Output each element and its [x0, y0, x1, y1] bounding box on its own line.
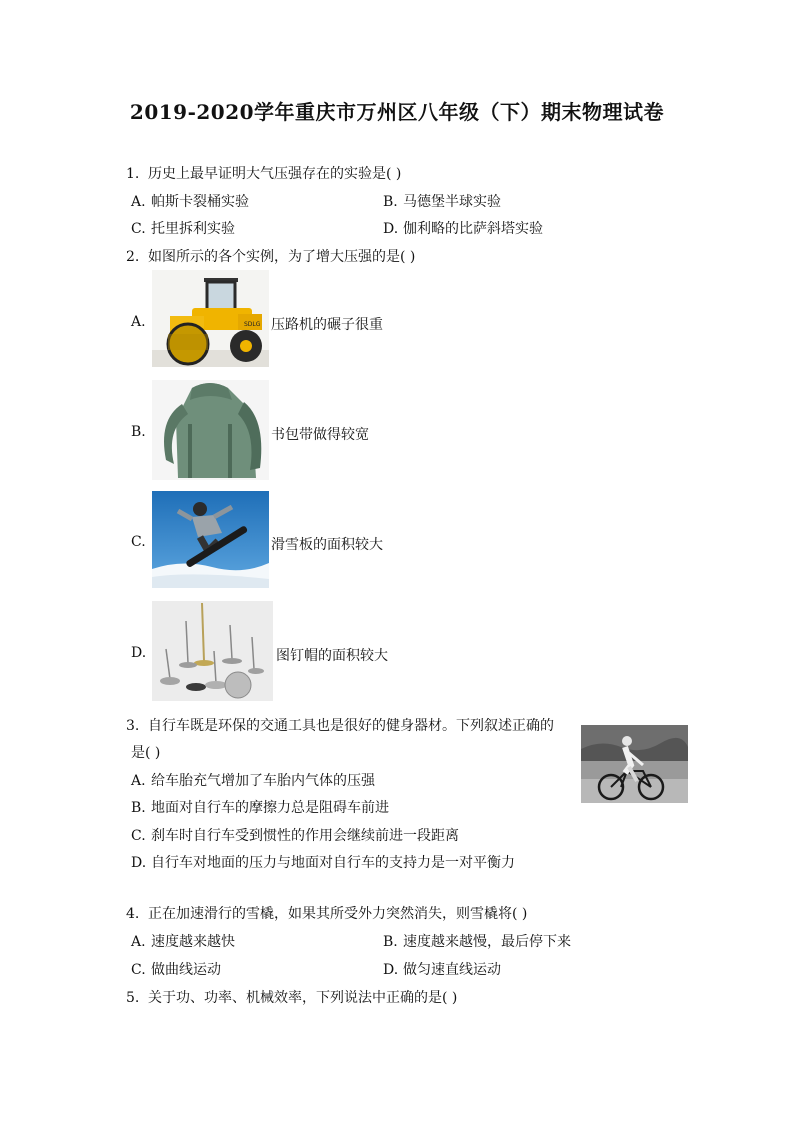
q4-option-b[interactable]: B. 速度越来越慢，最后停下来	[383, 934, 571, 950]
question-2: 2. 如图所示的各个实例，为了增大压强的是( )	[126, 249, 416, 265]
q2-option-c-text: 滑雪板的面积较大	[271, 537, 383, 553]
q2-option-d[interactable]: D.	[131, 645, 147, 661]
thumbtacks-image	[152, 601, 273, 701]
q2-option-a[interactable]: A.	[131, 314, 146, 330]
roller-brand-text: SDLG	[244, 321, 261, 328]
question-5: 5. 关于功、功率、机械效率，下列说法中正确的是( )	[126, 990, 458, 1006]
exam-title: 2019-2020学年重庆市万州区八年级（下）期末物理试卷	[129, 100, 665, 124]
q3-option-a[interactable]: A. 给车胎充气增加了车胎内气体的压强	[131, 773, 375, 789]
q3-option-c[interactable]: C. 刹车时自行车受到惯性的作用会继续前进一段距离	[131, 828, 459, 844]
cyclist-image	[581, 725, 688, 803]
q1-option-b[interactable]: B. 马德堡半球实验	[383, 194, 501, 210]
q4-option-c[interactable]: C. 做曲线运动	[131, 962, 221, 978]
q1-option-a[interactable]: A. 帕斯卡裂桶实验	[131, 194, 249, 210]
q2-option-d-text: 图钉帽的面积较大	[276, 648, 388, 664]
q3-option-d[interactable]: D. 自行车对地面的压力与地面对自行车的支持力是一对平衡力	[131, 855, 515, 871]
backpack-image	[152, 380, 269, 480]
q1-option-d[interactable]: D. 伽利略的比萨斜塔实验	[383, 221, 543, 237]
question-1	[126, 163, 401, 183]
q3-option-b[interactable]: B. 地面对自行车的摩擦力总是阻碍车前进	[131, 800, 389, 816]
snowboarder-image	[152, 491, 269, 588]
q4-option-d[interactable]: D. 做匀速直线运动	[383, 962, 501, 978]
question-4: 4. 正在加速滑行的雪橇，如果其所受外力突然消失，则雪橇将( )	[126, 906, 528, 922]
q1-option-c[interactable]: C. 托里拆利实验	[131, 221, 235, 237]
q2-option-c[interactable]: C.	[131, 534, 146, 550]
q2-option-a-text: 压路机的碾子很重	[271, 317, 383, 333]
question-stem: 历史上最早证明大气压强存在的实验是( )	[148, 166, 402, 182]
q2-option-b[interactable]: B.	[131, 424, 146, 440]
question-3-stem-continued: 是( )	[131, 745, 161, 761]
q2-option-b-text: 书包带做得较宽	[271, 427, 369, 443]
q4-option-a[interactable]: A. 速度越来越快	[131, 934, 235, 950]
road-roller-image	[152, 270, 269, 367]
question-number: 1.	[126, 166, 140, 182]
question-3: 3. 自行车既是环保的交通工具也是很好的健身器材。下列叙述正确的	[126, 718, 554, 734]
